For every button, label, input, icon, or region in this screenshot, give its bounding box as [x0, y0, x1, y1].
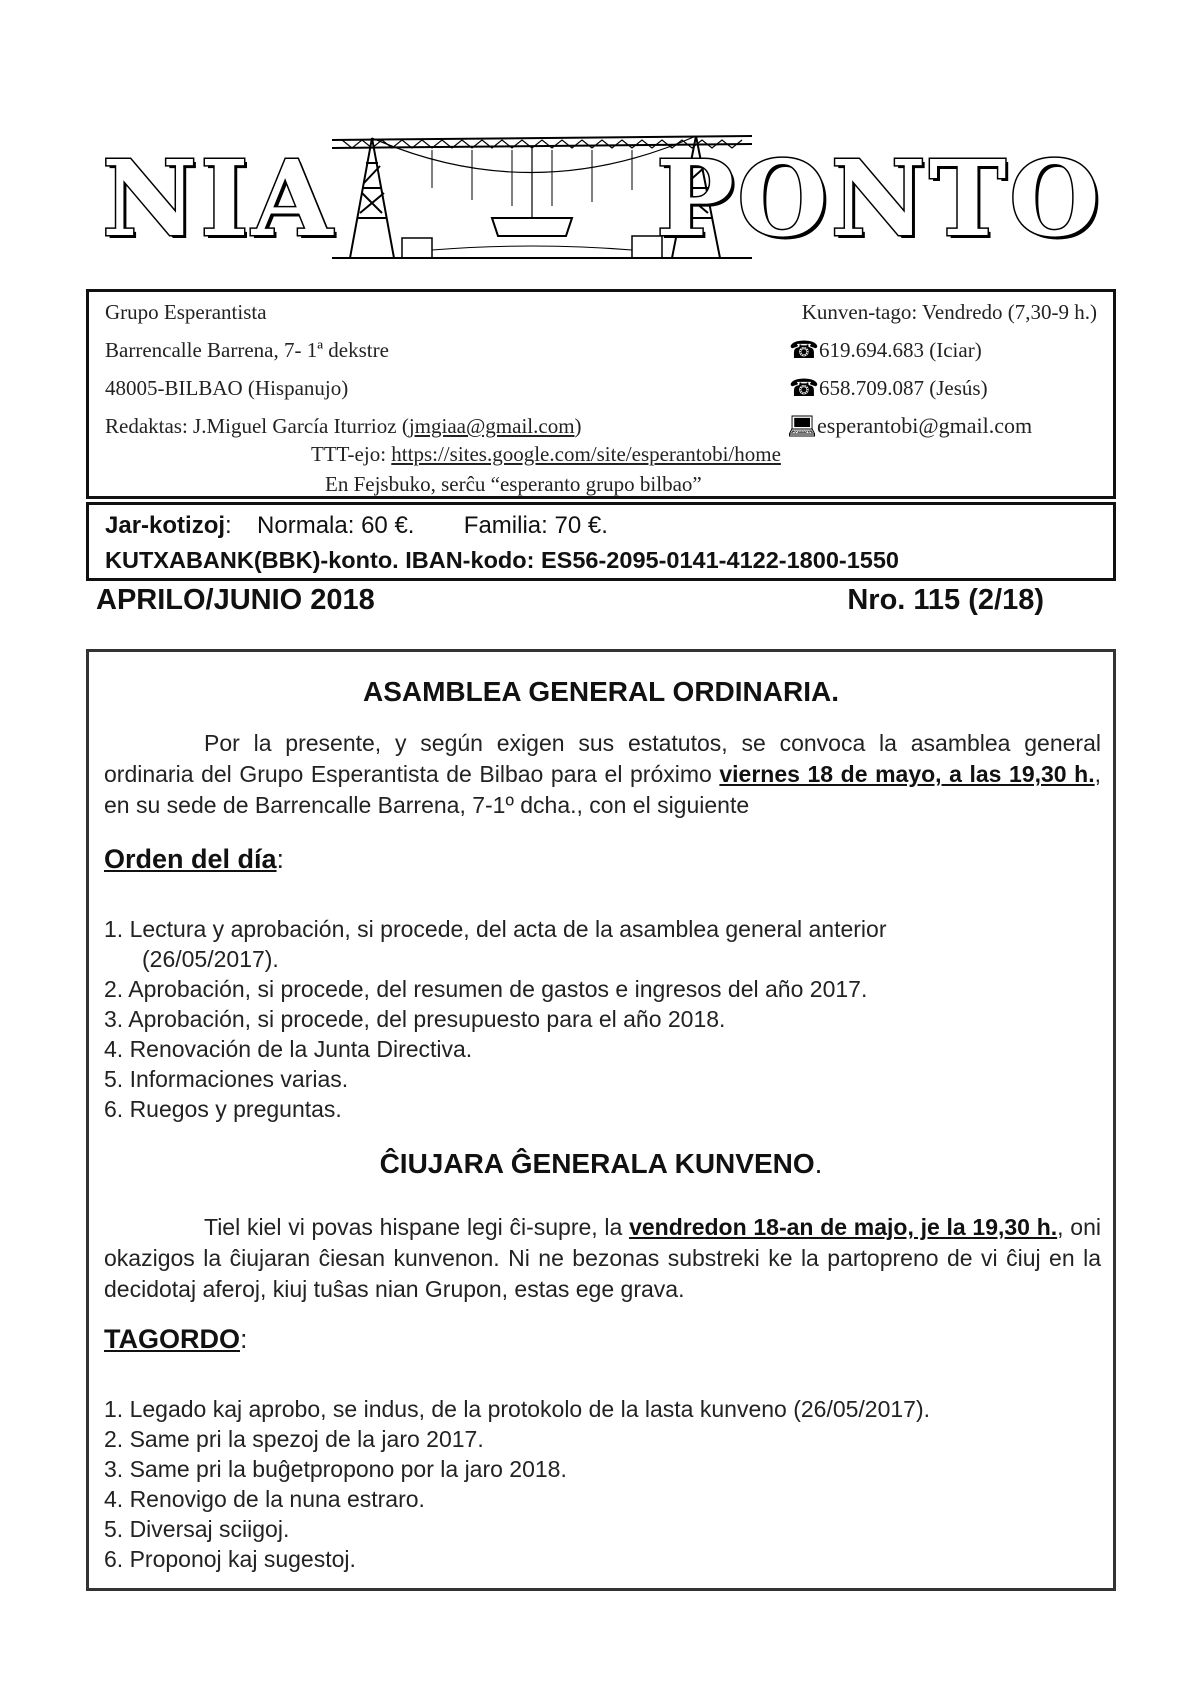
- esperanto-agenda-list: [104, 1394, 1101, 1574]
- masthead: [96, 118, 1103, 268]
- editor-email-link[interactable]: jmgiaa@gmail.com: [408, 414, 575, 438]
- esperanto-agenda-heading: [104, 1324, 248, 1355]
- editor-line: [105, 414, 582, 439]
- street-address: Barrencalle Barrena, 7- 1ª dekstre: [105, 338, 389, 362]
- meeting-day: Kunven-tago: Vendredo (7,30-9 h.): [801, 300, 1097, 324]
- spanish-intro-end: , en su sede de Barrencalle Barrena, 7-1º dcha., con el siguiente: [104, 761, 1101, 818]
- computer-icon: 💻︎: [787, 414, 818, 440]
- esperanto-agenda-heading-text: TAGORDO: [104, 1324, 240, 1354]
- esperanto-title-dot: .: [814, 1148, 823, 1179]
- masthead-title-right: PONTO: [656, 137, 1103, 260]
- issue-date: APRILO/JUNIO 2018: [96, 584, 375, 616]
- list-item: 2. Aprobación, si procede, del resumen de gastos e ingresos del año 2017.: [104, 976, 868, 1002]
- website-link[interactable]: https://sites.google.com/site/esperantobi/home: [391, 442, 781, 466]
- spanish-section-title: ASAMBLEA GENERAL ORDINARIA.: [362, 676, 839, 707]
- list-item: 4. Renovigo de la nuna estraro.: [104, 1486, 425, 1512]
- phone-1-text: 619.694.683 (Iciar): [819, 338, 982, 362]
- assembly-notice-box: [86, 649, 1116, 1591]
- list-item: 3. Same pri la buĝetpropono por la jaro 2018.: [104, 1456, 567, 1482]
- spanish-intro-text: Por la presente, y según exigen sus estatutos, se convoca la asamblea general ordinaria del Grupo Esperantista de Bilbao para el próximo: [104, 730, 1101, 787]
- phone-2-text: 658.709.087 (Jesús): [819, 376, 988, 400]
- contact-info-box: [86, 289, 1116, 499]
- spanish-agenda-heading-text: Orden del día: [104, 844, 277, 874]
- esperanto-intro-text: Tiel kiel vi povas hispane legi ĉi-supre, la: [204, 1214, 630, 1240]
- list-item: 3. Aprobación, si procede, del presupuesto para el año 2018.: [104, 1006, 726, 1032]
- group-name: Grupo Esperantista: [105, 300, 267, 324]
- issue-number: Nro. 115 (2/18): [847, 584, 1044, 616]
- spanish-meeting-date: viernes 18 de mayo, a las 19,30 h.: [719, 761, 1095, 787]
- esperanto-intro-end: , oni okazigos la ĉiujaran ĉiesan kunvenon. Ni ne bezonas substreki ke la partopreno de vi ĉiuj en la decidotaj aferoj, kiuj tuŝas nian Grupon, estas ege grava.: [104, 1214, 1101, 1302]
- list-item: 5. Informaciones varias.: [104, 1066, 349, 1092]
- esperanto-section-title: [89, 1148, 1113, 1180]
- fees-line: [105, 512, 608, 540]
- fees-label: Jar-kotizoj: [105, 512, 226, 539]
- list-item: 2. Same pri la spezoj de la jaro 2017.: [104, 1426, 484, 1452]
- website-line: [311, 442, 781, 467]
- phone-contact-1: [789, 336, 982, 365]
- telephone-icon: ☎: [789, 376, 819, 402]
- website-label: TTT-ejo:: [311, 442, 392, 466]
- esperanto-agenda-colon: :: [240, 1324, 248, 1354]
- telephone-icon: ☎: [789, 338, 819, 364]
- list-item: 6. Proponoj kaj sugestoj.: [104, 1546, 356, 1572]
- list-item: 5. Diversaj sciigoj.: [104, 1516, 290, 1542]
- list-item: 6. Ruegos y preguntas.: [104, 1096, 342, 1122]
- city-address: 48005-BILBAO (Hispanujo): [105, 376, 349, 400]
- esperanto-title-text: ĈIUJARA ĜENERALA KUNVENO: [379, 1148, 815, 1179]
- editor-suffix: ): [574, 414, 582, 438]
- editor-label: Redaktas: J.Miguel García Iturrioz (: [105, 414, 409, 438]
- fees-colon: :: [225, 512, 232, 539]
- group-email-text[interactable]: esperantobi@gmail.com: [817, 413, 1033, 438]
- spanish-agenda-colon: :: [276, 844, 285, 874]
- spanish-agenda-heading: [104, 844, 284, 875]
- bank-account: KUTXABANK(BBK)-konto. IBAN-kodo: ES56-2095-0141-4122-1800-1550: [105, 547, 899, 573]
- list-item: 1. Legado kaj aprobo, se indus, de la protokolo de la lasta kunveno (26/05/2017).: [104, 1396, 931, 1422]
- group-email: [787, 412, 1032, 441]
- spanish-intro-paragraph: [104, 728, 1101, 821]
- spanish-agenda-list: [104, 914, 1101, 1124]
- agenda-item-text: 1. Lectura y aprobación, si procede, del acta de la asamblea general anterior: [104, 916, 887, 942]
- fee-family: Familia: 70 €.: [463, 512, 608, 539]
- agenda-item-continuation: (26/05/2017).: [142, 946, 279, 972]
- esperanto-meeting-date: vendredon 18-an de majo, je la 19,30 h.: [629, 1214, 1058, 1240]
- fee-normal: Normala: 60 €.: [257, 512, 415, 539]
- list-item: 4. Renovación de la Junta Directiva.: [104, 1036, 473, 1062]
- membership-fees-box: [86, 502, 1116, 581]
- phone-contact-2: [789, 374, 988, 403]
- esperanto-intro-paragraph: [104, 1212, 1101, 1305]
- facebook-note: En Fejsbuko, serĉu “esperanto grupo bilbao”: [325, 472, 702, 496]
- list-item: [104, 914, 1101, 974]
- masthead-title-left: NIA: [102, 137, 336, 260]
